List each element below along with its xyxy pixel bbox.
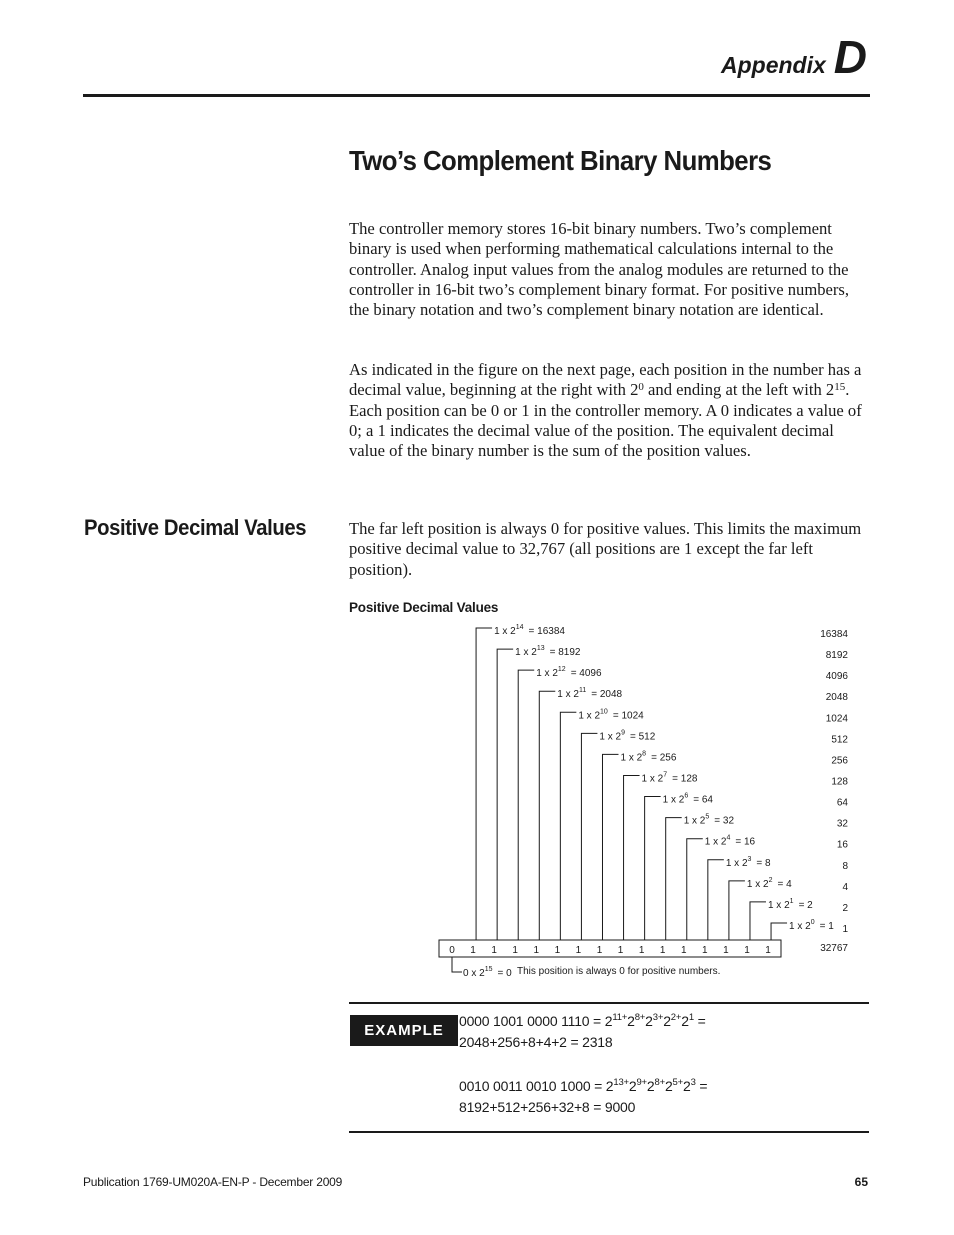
example-line-3-exp: 3 bbox=[690, 1077, 696, 1088]
bit-register-box bbox=[439, 940, 781, 957]
example-line-3-tail: = bbox=[695, 1078, 708, 1094]
section-paragraph: The far left position is always 0 for positive values. This limits the maximum positive decimal value to 32,767 (all positions are 1 except the far left position). bbox=[349, 519, 862, 579]
bit-leader-line bbox=[602, 754, 618, 940]
position-total: 32767 bbox=[820, 943, 848, 954]
intro-p2-sup-1: 0 bbox=[638, 381, 644, 394]
bit-value: 1 bbox=[470, 945, 476, 956]
position-value: 16 bbox=[836, 839, 848, 851]
bit-value: 1 bbox=[554, 945, 561, 956]
position-value: 4096 bbox=[825, 671, 848, 683]
bit-value: 1 bbox=[702, 945, 708, 956]
example-line-3 bbox=[459, 1078, 707, 1094]
bit-value: 1 bbox=[765, 945, 771, 956]
bit-value: 1 bbox=[680, 945, 687, 956]
bit-leader-line bbox=[518, 670, 534, 940]
position-value: 4 bbox=[842, 881, 848, 893]
example-line-1-base: 2 bbox=[627, 1013, 635, 1029]
bit-leader-line bbox=[729, 881, 745, 940]
bit-leader-line bbox=[771, 923, 787, 940]
position-value: 8 bbox=[842, 860, 848, 872]
figure-caption: Positive Decimal Values bbox=[349, 600, 499, 615]
bit-value: 1 bbox=[512, 945, 518, 956]
footer-page-number: 65 bbox=[854, 1175, 868, 1189]
bit-value: 1 bbox=[596, 945, 603, 956]
example-line-3-base: 2 bbox=[682, 1078, 691, 1094]
example-line-1-exp: 8+ bbox=[634, 1012, 646, 1023]
sign-bit-leader-line bbox=[452, 957, 462, 972]
example-line-4: 8192+512+256+32+8 = 9000 bbox=[459, 1099, 636, 1115]
position-value: 64 bbox=[836, 797, 848, 809]
intro-p2-part-a: As indicated in the figure on the next page, each position in the number has a decimal value, beginning at the right with 2 bbox=[349, 360, 862, 400]
bit-value: 1 bbox=[659, 945, 666, 956]
bit-term-label: 1 x $2^8 = 256$ bbox=[620, 750, 677, 764]
bit-leader-line bbox=[666, 818, 682, 940]
example-line-1-base: 2 bbox=[681, 1013, 689, 1029]
bit-term-label: 1 x $2^7 = 128$ bbox=[641, 771, 698, 785]
example-line-3-exp: 5+ bbox=[672, 1077, 683, 1088]
example-bottom-rule bbox=[349, 1131, 869, 1133]
bit-leader-line bbox=[687, 839, 703, 940]
position-value: 128 bbox=[831, 776, 848, 788]
example-line-1-base: 2 bbox=[663, 1013, 671, 1029]
example-line-1-tail: = bbox=[693, 1013, 706, 1029]
example-line-1-base: 2 bbox=[645, 1013, 653, 1029]
example-line-1-exp: 3+ bbox=[652, 1012, 664, 1023]
bit-term-label: 1 x $2^5 = 32$ bbox=[683, 813, 735, 827]
example-line-3-base: 2 bbox=[664, 1078, 673, 1094]
intro-p2-part-c: . Each position can be 0 or 1 in the controller memory. A 0 indicates a value of 0; a 1 indicates the decimal value of the position. The equivalent decimal value of the binary number is the sum of the position values. bbox=[349, 380, 862, 461]
example-line-3-exp: 9+ bbox=[636, 1077, 647, 1088]
position-value: 2 bbox=[842, 902, 848, 914]
footer-publication: Publication 1769-UM020A-EN-P - December 2009 bbox=[83, 1175, 343, 1189]
bit-term-label: 1 x $2^0 = 1$ bbox=[789, 918, 834, 932]
bit-term-label: 1 x $2^4 = 16$ bbox=[704, 834, 756, 848]
bit-leader-line bbox=[645, 797, 661, 940]
example-badge: EXAMPLE bbox=[350, 1015, 458, 1046]
bit-term-label: 1 x $2^{12} = 4096$ bbox=[536, 666, 602, 680]
section-heading: Positive Decimal Values bbox=[84, 515, 307, 540]
intro-p2-sup-2: 15 bbox=[834, 381, 846, 394]
position-value: 16384 bbox=[820, 629, 848, 640]
bit-value: 0 bbox=[449, 945, 455, 956]
bit-value: 1 bbox=[744, 945, 750, 956]
bit-term-label: 1 x $2^{14} = 16384$ bbox=[494, 624, 565, 637]
position-value: 1 bbox=[842, 923, 848, 935]
bit-leader-line bbox=[539, 691, 555, 940]
bit-leader-line bbox=[560, 712, 576, 940]
example-line-3-base: 2 bbox=[628, 1078, 637, 1094]
bit-term-label: 1 x $2^3 = 8$ bbox=[725, 855, 771, 869]
example-line-3-exp: 8+ bbox=[654, 1077, 665, 1088]
bit-term-label: 1 x $2^9 = 512$ bbox=[599, 729, 656, 743]
example-line-1-exp: 11+ bbox=[612, 1012, 628, 1023]
intro-p2-part-b: and ending at the left with 2 bbox=[643, 380, 835, 400]
bit-leader-line bbox=[624, 775, 640, 940]
bit-leader-line bbox=[750, 902, 766, 940]
bit-value: 1 bbox=[638, 945, 645, 956]
example-line-3-base: 2 bbox=[646, 1078, 655, 1094]
sign-bit-term-label: 0 x $2^{15} = 0$ bbox=[463, 966, 512, 979]
example-line-3-text: 0010 0011 0010 1000 = 2 bbox=[459, 1078, 614, 1094]
example-line-1-text: 0000 1001 0000 1110 = 2 bbox=[459, 1013, 613, 1029]
intro-paragraph-1: The controller memory stores 16-bit binary numbers. Two’s complement binary is used when performing mathematical calculations internal to the controller. Analog input values from the analog modules are returned to the controller in 16-bit two’s complement binary format. For positive numbers, the binary notation and two’s complement binary notation are identical. bbox=[349, 219, 850, 320]
bit-term-label: 1 x $2^6 = 64$ bbox=[662, 792, 713, 806]
bit-term-label: 1 x $2^2 = 4$ bbox=[746, 876, 792, 890]
example-line-2: 2048+256+8+4+2 = 2318 bbox=[459, 1034, 613, 1050]
example-top-rule bbox=[349, 1002, 869, 1004]
bit-leader-line bbox=[708, 860, 724, 940]
page-title: Two’s Complement Binary Numbers bbox=[349, 145, 772, 176]
position-value: 2048 bbox=[825, 692, 848, 704]
appendix-word: Appendix bbox=[720, 52, 826, 78]
position-value: 1024 bbox=[825, 713, 848, 725]
appendix-letter: D bbox=[833, 31, 867, 83]
sign-bit-note: This position is always 0 for positive numbers. bbox=[517, 966, 721, 977]
example-line-1-exp: 1 bbox=[688, 1012, 694, 1023]
example-line-1 bbox=[459, 1013, 706, 1029]
bit-value: 1 bbox=[533, 945, 540, 956]
bit-term-label: 1 x $2^{10} = 1024$ bbox=[578, 708, 644, 722]
bit-term-label: 1 x $2^{11} = 2048$ bbox=[557, 687, 623, 701]
bit-value: 1 bbox=[723, 945, 729, 956]
bit-leader-line bbox=[497, 649, 513, 940]
bit-value: 1 bbox=[617, 945, 624, 956]
bit-term-label: 1 x $2^1 = 2$ bbox=[767, 897, 813, 911]
bit-value: 1 bbox=[491, 945, 497, 956]
bit-value: 1 bbox=[575, 945, 582, 956]
example-line-1-exp: 2+ bbox=[670, 1012, 682, 1023]
position-value: 8192 bbox=[825, 650, 848, 662]
bit-leader-line bbox=[581, 733, 597, 940]
position-value: 32 bbox=[836, 818, 848, 830]
bit-term-label: 1 x $2^{13} = 8192$ bbox=[515, 645, 581, 659]
example-line-3-exp: 13+ bbox=[613, 1077, 629, 1088]
position-value: 512 bbox=[831, 734, 848, 746]
position-value: 256 bbox=[831, 755, 848, 767]
bit-leader-line bbox=[476, 628, 492, 940]
